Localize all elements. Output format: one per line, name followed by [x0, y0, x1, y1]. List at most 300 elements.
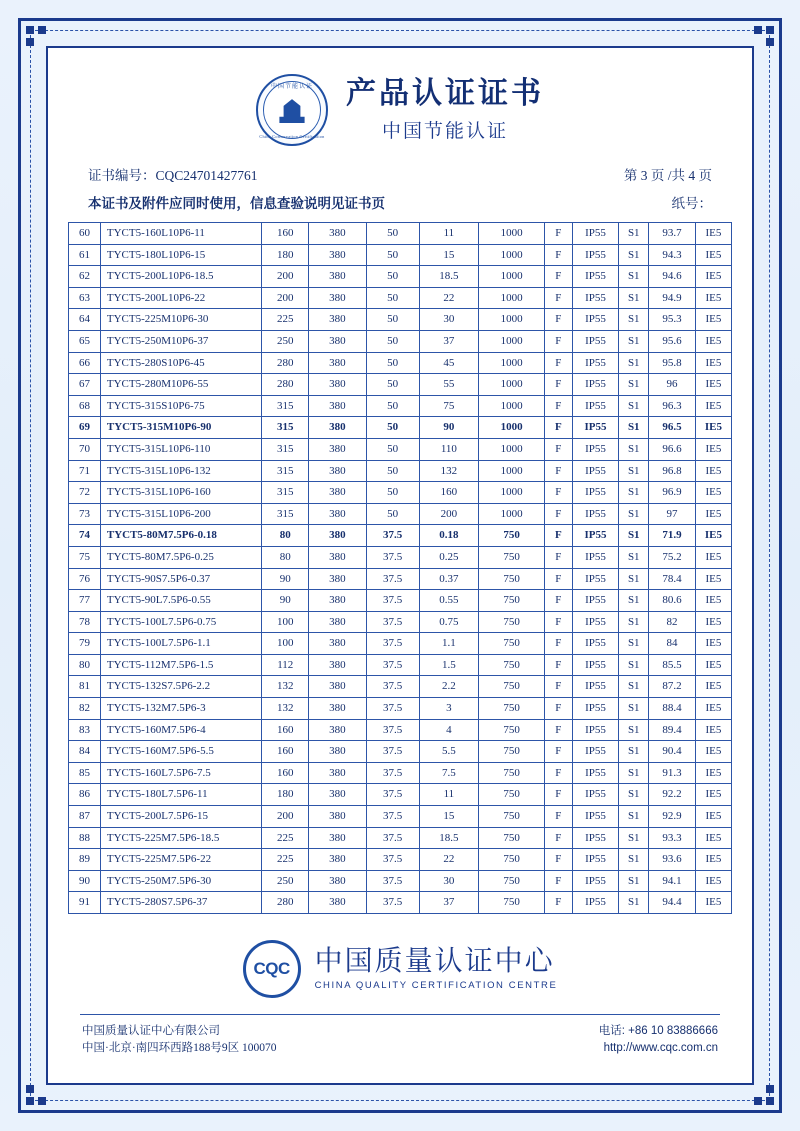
cell-speed: 1000 — [479, 330, 545, 352]
cell-power: 0.55 — [419, 590, 479, 612]
cell-voltage: 380 — [309, 352, 366, 374]
cell-duty: S1 — [619, 698, 649, 720]
cell-power: 3 — [419, 698, 479, 720]
cell-frequency: 50 — [366, 503, 419, 525]
cell-voltage: 380 — [309, 309, 366, 331]
cell-frame: 132 — [262, 676, 309, 698]
cell-insulation: F — [545, 352, 573, 374]
cell-protection: IP55 — [572, 849, 619, 871]
cell-speed: 750 — [479, 719, 545, 741]
cell-speed: 750 — [479, 546, 545, 568]
table-row — [69, 460, 732, 482]
table-row — [69, 741, 732, 763]
cell-frequency: 37.5 — [366, 762, 419, 784]
cell-power: 110 — [419, 438, 479, 460]
cell-protection: IP55 — [572, 374, 619, 396]
cell-insulation: F — [545, 568, 573, 590]
cert-number-label: 证书编号： — [88, 168, 156, 183]
cell-frame: 180 — [262, 244, 309, 266]
cell-insulation: F — [545, 309, 573, 331]
table-row — [69, 719, 732, 741]
cell-power: 0.25 — [419, 546, 479, 568]
cell-duty: S1 — [619, 611, 649, 633]
cell-protection: IP55 — [572, 654, 619, 676]
meta-row-note — [88, 192, 712, 212]
cell-power: 37 — [419, 330, 479, 352]
page-subtitle: 中国节能认证 — [381, 120, 508, 142]
cell-frame: 160 — [262, 741, 309, 763]
cell-no: 68 — [69, 395, 101, 417]
cell-frame: 100 — [262, 611, 309, 633]
cell-ie-class: IE5 — [695, 611, 731, 633]
cell-frequency: 37.5 — [366, 546, 419, 568]
table-row — [69, 417, 732, 439]
cell-model: TYCT5-180L10P6-15 — [100, 244, 262, 266]
cell-frequency: 37.5 — [366, 525, 419, 547]
cell-protection: IP55 — [572, 676, 619, 698]
cell-model: TYCT5-280S7.5P6-37 — [100, 892, 262, 914]
cell-frequency: 37.5 — [366, 590, 419, 612]
table-row — [69, 784, 732, 806]
cell-protection: IP55 — [572, 892, 619, 914]
cell-frame: 160 — [262, 719, 309, 741]
cell-duty: S1 — [619, 395, 649, 417]
cell-frequency: 50 — [366, 309, 419, 331]
cell-frame: 250 — [262, 330, 309, 352]
table-row — [69, 374, 732, 396]
cell-speed: 1000 — [479, 417, 545, 439]
cell-protection: IP55 — [572, 309, 619, 331]
cell-frequency: 37.5 — [366, 827, 419, 849]
cell-no: 80 — [69, 654, 101, 676]
cell-protection: IP55 — [572, 482, 619, 504]
cell-frequency: 50 — [366, 460, 419, 482]
cell-efficiency: 94.3 — [649, 244, 696, 266]
table-row — [69, 525, 732, 547]
cell-frame: 200 — [262, 266, 309, 288]
cell-ie-class: IE5 — [695, 244, 731, 266]
table-row — [69, 330, 732, 352]
cell-duty: S1 — [619, 892, 649, 914]
cell-ie-class: IE5 — [695, 892, 731, 914]
cell-voltage: 380 — [309, 741, 366, 763]
cell-speed: 750 — [479, 633, 545, 655]
cell-frame: 80 — [262, 546, 309, 568]
cell-ie-class: IE5 — [695, 482, 731, 504]
cell-no: 74 — [69, 525, 101, 547]
cell-frame: 250 — [262, 870, 309, 892]
cell-frame: 160 — [262, 223, 309, 245]
cell-model: TYCT5-80M7.5P6-0.25 — [100, 546, 262, 568]
cell-power: 37 — [419, 892, 479, 914]
cell-insulation: F — [545, 590, 573, 612]
cqc-logo-icon: CQC — [243, 940, 301, 998]
table-row — [69, 633, 732, 655]
cell-model: TYCT5-160L10P6-11 — [100, 223, 262, 245]
table-row — [69, 676, 732, 698]
cell-speed: 1000 — [479, 244, 545, 266]
cell-voltage: 380 — [309, 870, 366, 892]
cell-model: TYCT5-132S7.5P6-2.2 — [100, 676, 262, 698]
cell-duty: S1 — [619, 503, 649, 525]
cell-duty: S1 — [619, 784, 649, 806]
cell-protection: IP55 — [572, 611, 619, 633]
cell-efficiency: 94.9 — [649, 287, 696, 309]
footer-website[interactable]: http://www.cqc.com.cn — [603, 1042, 718, 1055]
cell-power: 0.37 — [419, 568, 479, 590]
cell-speed: 1000 — [479, 309, 545, 331]
table-row — [69, 287, 732, 309]
cell-insulation: F — [545, 784, 573, 806]
cell-frequency: 50 — [366, 395, 419, 417]
cell-frame: 80 — [262, 525, 309, 547]
cell-power: 7.5 — [419, 762, 479, 784]
cell-protection: IP55 — [572, 287, 619, 309]
cell-insulation: F — [545, 287, 573, 309]
motor-spec-table — [68, 222, 732, 914]
cell-no: 87 — [69, 806, 101, 828]
cell-insulation: F — [545, 503, 573, 525]
cell-ie-class: IE5 — [695, 309, 731, 331]
cell-frame: 200 — [262, 806, 309, 828]
table-row — [69, 438, 732, 460]
cell-model: TYCT5-315L10P6-110 — [100, 438, 262, 460]
cell-speed: 750 — [479, 654, 545, 676]
cell-ie-class: IE5 — [695, 352, 731, 374]
cell-voltage: 380 — [309, 482, 366, 504]
cell-speed: 1000 — [479, 503, 545, 525]
cell-insulation: F — [545, 546, 573, 568]
cell-speed: 750 — [479, 870, 545, 892]
cell-power: 4 — [419, 719, 479, 741]
energy-saving-seal-icon — [256, 74, 328, 146]
cqc-logo-block — [66, 940, 734, 998]
cell-model: TYCT5-315L10P6-160 — [100, 482, 262, 504]
cell-frequency: 37.5 — [366, 654, 419, 676]
cell-protection: IP55 — [572, 633, 619, 655]
certificate-content — [48, 48, 752, 1083]
table-row — [69, 870, 732, 892]
cell-frame: 315 — [262, 482, 309, 504]
cell-no: 83 — [69, 719, 101, 741]
cell-power: 18.5 — [419, 266, 479, 288]
cell-voltage: 380 — [309, 719, 366, 741]
cell-no: 76 — [69, 568, 101, 590]
page-indicator: 第 3 页 /共 4 页 — [623, 168, 712, 183]
cell-ie-class: IE5 — [695, 503, 731, 525]
cell-insulation: F — [545, 374, 573, 396]
seal-en-text: China Conservation Certification — [259, 134, 325, 139]
cell-insulation: F — [545, 698, 573, 720]
cell-duty: S1 — [619, 309, 649, 331]
cell-model: TYCT5-315M10P6-90 — [100, 417, 262, 439]
cell-insulation: F — [545, 223, 573, 245]
cell-no: 88 — [69, 827, 101, 849]
cell-frequency: 37.5 — [366, 741, 419, 763]
cell-efficiency: 92.2 — [649, 784, 696, 806]
cell-duty: S1 — [619, 849, 649, 871]
cell-voltage: 380 — [309, 460, 366, 482]
cell-ie-class: IE5 — [695, 676, 731, 698]
cell-frequency: 50 — [366, 482, 419, 504]
paper-number-label: 纸号： — [671, 196, 712, 211]
table-row — [69, 827, 732, 849]
cell-ie-class: IE5 — [695, 590, 731, 612]
cell-protection: IP55 — [572, 223, 619, 245]
cell-frame: 180 — [262, 784, 309, 806]
cell-protection: IP55 — [572, 438, 619, 460]
cell-protection: IP55 — [572, 784, 619, 806]
cell-ie-class: IE5 — [695, 525, 731, 547]
cell-voltage: 380 — [309, 633, 366, 655]
cell-no: 72 — [69, 482, 101, 504]
cell-power: 1.5 — [419, 654, 479, 676]
cell-ie-class: IE5 — [695, 438, 731, 460]
cell-efficiency: 89.4 — [649, 719, 696, 741]
table-row — [69, 546, 732, 568]
cell-voltage: 380 — [309, 611, 366, 633]
cert-number-value: CQC24701427761 — [155, 168, 258, 183]
cell-model: TYCT5-100L7.5P6-1.1 — [100, 633, 262, 655]
cell-speed: 1000 — [479, 352, 545, 374]
cell-speed: 1000 — [479, 395, 545, 417]
cell-voltage: 380 — [309, 568, 366, 590]
cell-duty: S1 — [619, 827, 649, 849]
cell-frequency: 37.5 — [366, 698, 419, 720]
cell-frame: 90 — [262, 568, 309, 590]
cell-frequency: 50 — [366, 438, 419, 460]
cell-efficiency: 97 — [649, 503, 696, 525]
cell-duty: S1 — [619, 482, 649, 504]
cell-speed: 1000 — [479, 482, 545, 504]
cell-efficiency: 90.4 — [649, 741, 696, 763]
table-row — [69, 654, 732, 676]
cell-no: 73 — [69, 503, 101, 525]
cell-frame: 100 — [262, 633, 309, 655]
cell-power: 5.5 — [419, 741, 479, 763]
cell-frequency: 37.5 — [366, 676, 419, 698]
cell-power: 30 — [419, 309, 479, 331]
cell-insulation: F — [545, 611, 573, 633]
cell-duty: S1 — [619, 719, 649, 741]
cell-voltage: 380 — [309, 438, 366, 460]
footer-divider — [80, 1014, 720, 1015]
table-row — [69, 568, 732, 590]
cell-insulation: F — [545, 482, 573, 504]
cell-speed: 750 — [479, 892, 545, 914]
cell-power: 11 — [419, 223, 479, 245]
cell-insulation: F — [545, 330, 573, 352]
cell-efficiency: 93.3 — [649, 827, 696, 849]
cell-voltage: 380 — [309, 654, 366, 676]
cell-no: 79 — [69, 633, 101, 655]
cell-speed: 750 — [479, 762, 545, 784]
footer-address: 中国·北京·南四环西路188号9区 100070 — [82, 1042, 277, 1055]
cell-frequency: 50 — [366, 417, 419, 439]
certificate-header — [66, 74, 734, 146]
cell-protection: IP55 — [572, 568, 619, 590]
cell-speed: 1000 — [479, 374, 545, 396]
cell-frequency: 37.5 — [366, 849, 419, 871]
cell-efficiency: 80.6 — [649, 590, 696, 612]
cell-voltage: 380 — [309, 546, 366, 568]
cell-model: TYCT5-225M7.5P6-22 — [100, 849, 262, 871]
cell-no: 77 — [69, 590, 101, 612]
cell-ie-class: IE5 — [695, 568, 731, 590]
cell-ie-class: IE5 — [695, 654, 731, 676]
cell-voltage: 380 — [309, 784, 366, 806]
cell-model: TYCT5-225M7.5P6-18.5 — [100, 827, 262, 849]
cell-duty: S1 — [619, 806, 649, 828]
cell-model: TYCT5-90S7.5P6-0.37 — [100, 568, 262, 590]
cell-duty: S1 — [619, 633, 649, 655]
cell-duty: S1 — [619, 590, 649, 612]
cqc-name-en: CHINA QUALITY CERTIFICATION CENTRE — [314, 979, 558, 991]
cell-protection: IP55 — [572, 417, 619, 439]
cell-insulation: F — [545, 266, 573, 288]
cell-protection: IP55 — [572, 503, 619, 525]
cell-efficiency: 95.8 — [649, 352, 696, 374]
cell-insulation: F — [545, 654, 573, 676]
cell-speed: 750 — [479, 849, 545, 871]
cell-insulation: F — [545, 827, 573, 849]
cell-insulation: F — [545, 849, 573, 871]
cell-voltage: 380 — [309, 417, 366, 439]
cell-insulation: F — [545, 741, 573, 763]
cell-protection: IP55 — [572, 352, 619, 374]
cell-power: 30 — [419, 870, 479, 892]
cell-model: TYCT5-160L7.5P6-7.5 — [100, 762, 262, 784]
cell-no: 69 — [69, 417, 101, 439]
cell-voltage: 380 — [309, 676, 366, 698]
cqc-logo-text — [315, 947, 558, 991]
cell-efficiency: 82 — [649, 611, 696, 633]
cell-ie-class: IE5 — [695, 827, 731, 849]
cell-speed: 750 — [479, 611, 545, 633]
table-row — [69, 266, 732, 288]
cell-duty: S1 — [619, 266, 649, 288]
cell-efficiency: 96.8 — [649, 460, 696, 482]
cell-efficiency: 88.4 — [649, 698, 696, 720]
cell-duty: S1 — [619, 417, 649, 439]
cell-protection: IP55 — [572, 827, 619, 849]
cell-frame: 90 — [262, 590, 309, 612]
cell-insulation: F — [545, 762, 573, 784]
cell-protection: IP55 — [572, 330, 619, 352]
cell-no: 61 — [69, 244, 101, 266]
cell-model: TYCT5-160M7.5P6-5.5 — [100, 741, 262, 763]
cell-speed: 750 — [479, 698, 545, 720]
meta-row-certno — [88, 164, 712, 184]
cell-insulation: F — [545, 438, 573, 460]
cell-model: TYCT5-112M7.5P6-1.5 — [100, 654, 262, 676]
cell-frequency: 50 — [366, 223, 419, 245]
cell-no: 66 — [69, 352, 101, 374]
cell-frequency: 37.5 — [366, 611, 419, 633]
cell-frequency: 50 — [366, 352, 419, 374]
cell-frequency: 37.5 — [366, 806, 419, 828]
cell-duty: S1 — [619, 525, 649, 547]
cell-power: 160 — [419, 482, 479, 504]
cell-ie-class: IE5 — [695, 762, 731, 784]
cell-efficiency: 96.9 — [649, 482, 696, 504]
cell-frequency: 37.5 — [366, 719, 419, 741]
cell-power: 22 — [419, 287, 479, 309]
cell-model: TYCT5-180L7.5P6-11 — [100, 784, 262, 806]
cell-no: 60 — [69, 223, 101, 245]
cell-speed: 1000 — [479, 438, 545, 460]
cell-protection: IP55 — [572, 698, 619, 720]
cell-power: 90 — [419, 417, 479, 439]
cell-speed: 750 — [479, 525, 545, 547]
cell-no: 64 — [69, 309, 101, 331]
cell-frame: 315 — [262, 417, 309, 439]
cell-duty: S1 — [619, 352, 649, 374]
cell-ie-class: IE5 — [695, 287, 731, 309]
cell-model: TYCT5-200L10P6-22 — [100, 287, 262, 309]
cell-protection: IP55 — [572, 870, 619, 892]
cell-model: TYCT5-315S10P6-75 — [100, 395, 262, 417]
cell-speed: 750 — [479, 784, 545, 806]
cell-no: 91 — [69, 892, 101, 914]
cell-voltage: 380 — [309, 762, 366, 784]
cell-speed: 1000 — [479, 460, 545, 482]
cell-no: 75 — [69, 546, 101, 568]
cell-power: 200 — [419, 503, 479, 525]
cell-ie-class: IE5 — [695, 374, 731, 396]
cell-duty: S1 — [619, 330, 649, 352]
cell-duty: S1 — [619, 762, 649, 784]
cell-protection: IP55 — [572, 762, 619, 784]
cell-model: TYCT5-250M10P6-37 — [100, 330, 262, 352]
cell-voltage: 380 — [309, 266, 366, 288]
cell-speed: 750 — [479, 806, 545, 828]
cell-protection: IP55 — [572, 395, 619, 417]
cell-protection: IP55 — [572, 719, 619, 741]
cell-power: 15 — [419, 806, 479, 828]
cell-model: TYCT5-250M7.5P6-30 — [100, 870, 262, 892]
cell-model: TYCT5-80M7.5P6-0.18 — [100, 525, 262, 547]
cell-no: 86 — [69, 784, 101, 806]
cell-frame: 225 — [262, 827, 309, 849]
cell-voltage: 380 — [309, 503, 366, 525]
table-row — [69, 849, 732, 871]
cell-speed: 750 — [479, 568, 545, 590]
table-row — [69, 698, 732, 720]
cell-insulation: F — [545, 719, 573, 741]
cell-insulation: F — [545, 395, 573, 417]
cell-model: TYCT5-280M10P6-55 — [100, 374, 262, 396]
cell-frame: 315 — [262, 460, 309, 482]
cell-protection: IP55 — [572, 546, 619, 568]
cell-insulation: F — [545, 525, 573, 547]
cell-voltage: 380 — [309, 330, 366, 352]
cell-frame: 280 — [262, 374, 309, 396]
cell-ie-class: IE5 — [695, 460, 731, 482]
cell-duty: S1 — [619, 223, 649, 245]
usage-note: 本证书及附件应同时使用，信息查验说明见证书页 — [88, 196, 385, 211]
cell-protection: IP55 — [572, 590, 619, 612]
footer-address-block — [82, 1023, 277, 1058]
cell-frame: 280 — [262, 352, 309, 374]
cell-speed: 750 — [479, 827, 545, 849]
cell-protection: IP55 — [572, 460, 619, 482]
cell-model: TYCT5-315L10P6-200 — [100, 503, 262, 525]
cell-frame: 200 — [262, 287, 309, 309]
cell-power: 0.75 — [419, 611, 479, 633]
cell-no: 85 — [69, 762, 101, 784]
page-title: 产品认证证书 — [346, 77, 544, 111]
